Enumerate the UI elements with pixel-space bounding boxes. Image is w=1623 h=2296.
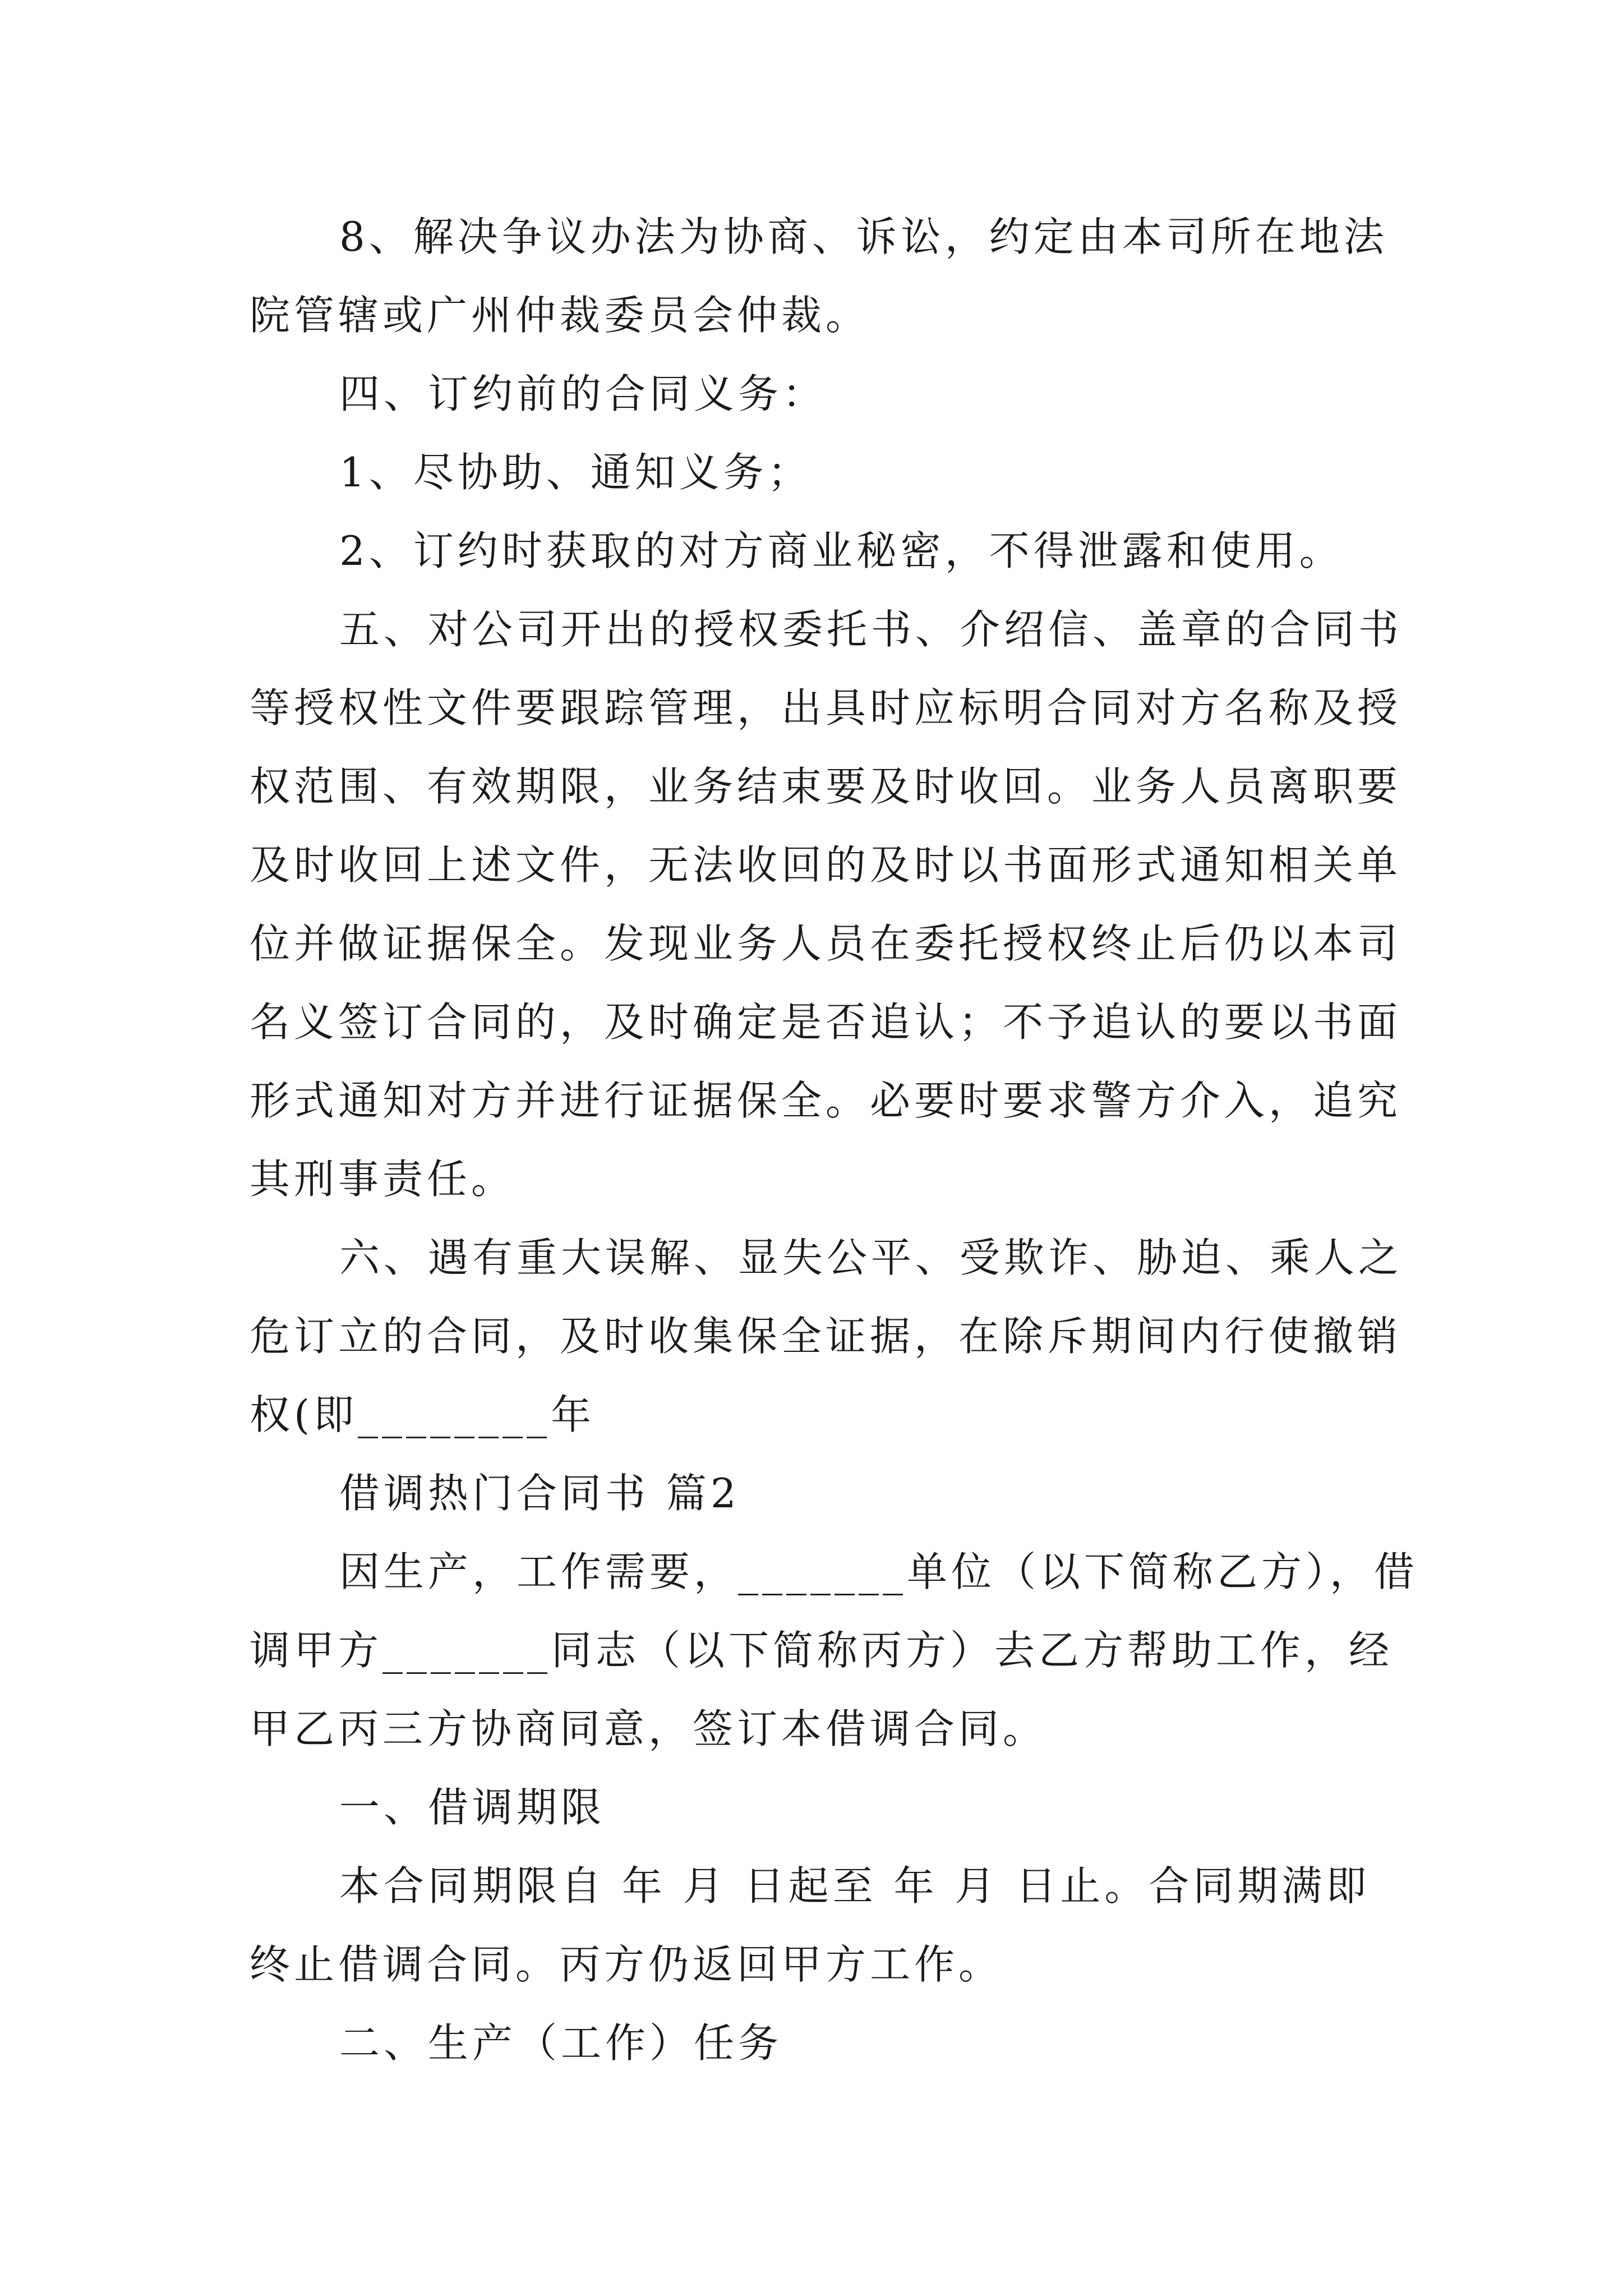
- paragraph-line: 五、对公司开出的授权委托书、介绍信、盖章的合同书: [339, 606, 1403, 653]
- paragraph-line: 形式通知对方并进行证据保全。必要时要求警方介入，追究: [250, 1077, 1402, 1124]
- paragraph-line: 位并做证据保全。发现业务人员在委托授权终止后仍以本司: [250, 920, 1402, 967]
- paragraph-line: 甲乙丙三方协商同意，签订本借调合同。: [250, 1705, 1048, 1752]
- paragraph-line: 院管辖或广州仲裁委员会仲裁。: [250, 292, 870, 339]
- paragraph-line: 名义签订合同的，及时确定是否追认；不予追认的要以书面: [250, 999, 1402, 1046]
- paragraph-line: 终止借调合同。丙方仍返回甲方工作。: [250, 1941, 1003, 1988]
- section-heading: 二、生产（工作）任务: [339, 2019, 783, 2067]
- paragraph-line: 权范围、有效期限，业务结束要及时收回。业务人员离职要: [250, 763, 1402, 810]
- paragraph-line: 其刑事责任。: [250, 1156, 516, 1203]
- paragraph-line: 因生产，工作需要，_______单位（以下简称乙方），借: [339, 1548, 1419, 1595]
- section-heading: 四、订约前的合同义务：: [339, 370, 827, 417]
- paragraph-line: 危订立的合同，及时收集保全证据，在除斥期间内行使撤销: [250, 1313, 1402, 1360]
- section-heading: 一、借调期限: [339, 1784, 606, 1831]
- paragraph-line: 六、遇有重大误解、显失公平、受欺诈、胁迫、乘人之: [339, 1234, 1403, 1281]
- document-subtitle: 借调热门合同书 篇2: [339, 1470, 740, 1517]
- paragraph-line: 8、解决争议办法为协商、诉讼，约定由本司所在地法: [339, 213, 1388, 260]
- paragraph-line: 2、订约时获取的对方商业秘密，不得泄露和使用。: [339, 527, 1344, 574]
- paragraph-line: 等授权性文件要跟踪管理，出具时应标明合同对方名称及授: [250, 684, 1402, 731]
- paragraph-line: 本合同期限自 年 月 日起至 年 月 日止。合同期满即: [339, 1862, 1371, 1910]
- paragraph-line: 1、尽协助、通知义务；: [339, 449, 812, 496]
- paragraph-line: 及时收回上述文件，无法收回的及时以书面形式通知相关单: [250, 841, 1402, 889]
- paragraph-line: 权(即________年: [250, 1391, 596, 1438]
- paragraph-line: 调甲方_______同志（以下简称丙方）去乙方帮助工作，经: [250, 1627, 1394, 1674]
